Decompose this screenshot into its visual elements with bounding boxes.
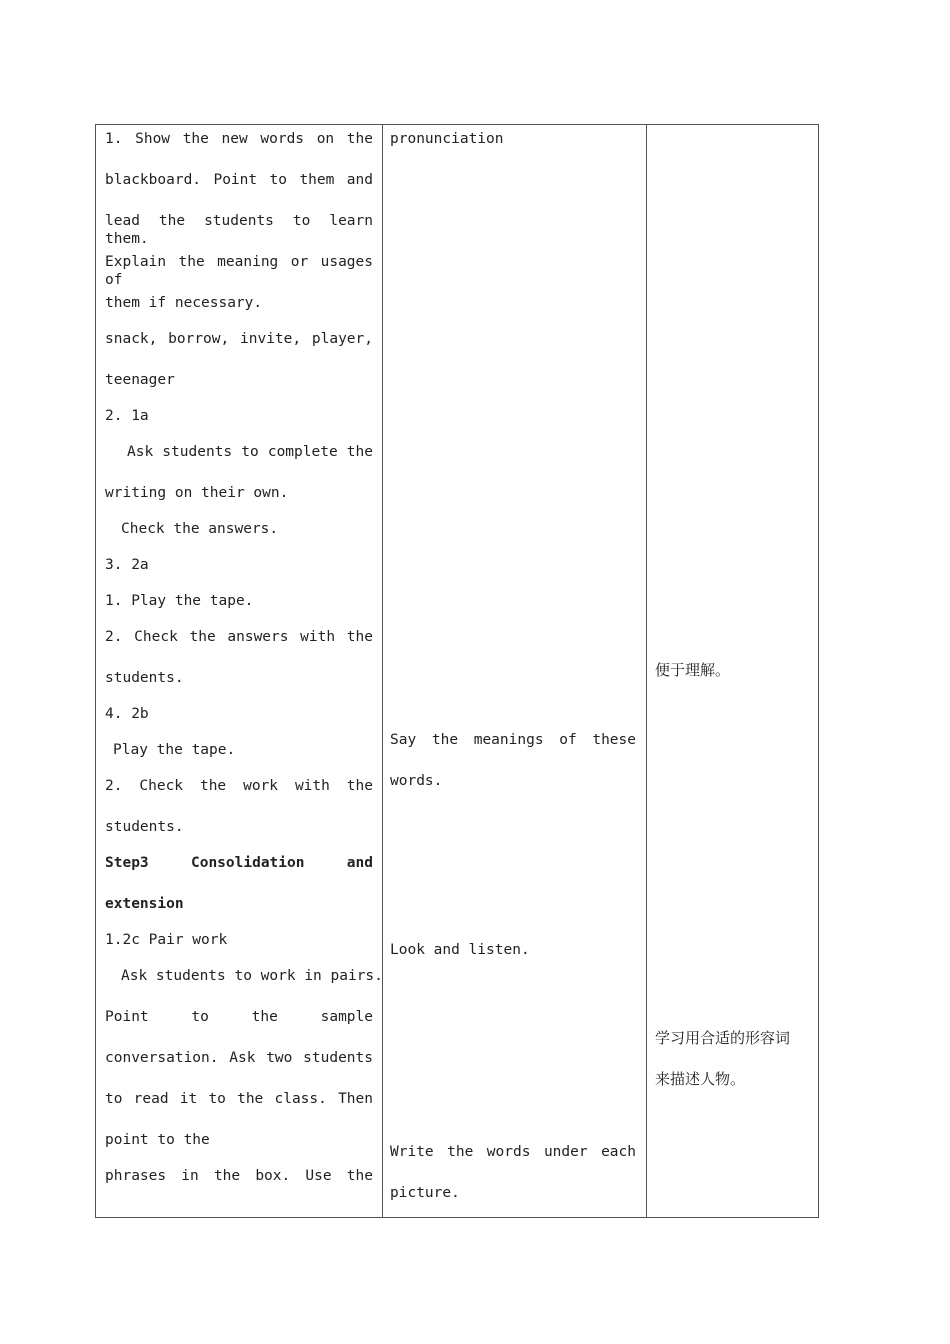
step-line: 2. Check the work with the <box>105 778 373 794</box>
student-activity-text: Say the meanings of these <box>390 732 636 748</box>
student-activity-text: picture. <box>390 1185 460 1201</box>
step-line: students. <box>105 670 184 686</box>
step-heading: 2. 1a <box>105 408 149 424</box>
step-line: to read it to the class. Then <box>105 1091 373 1107</box>
step-line: Explain the meaning or usages of <box>105 254 373 288</box>
step-line: point to the <box>105 1132 210 1148</box>
column-divider-1 <box>382 125 383 1217</box>
step-heading: 3. 2a <box>105 557 149 573</box>
section-heading: extension <box>105 896 184 912</box>
step-line: phrases in the box. Use the <box>105 1168 373 1184</box>
step-line: Play the tape. <box>113 742 236 758</box>
step-line: Check the answers. <box>121 521 279 537</box>
student-activity-text: Look and listen. <box>390 942 530 958</box>
design-note: 来描述人物。 <box>655 1070 746 1088</box>
vocabulary-line: teenager <box>105 372 175 388</box>
vocabulary-line: snack, borrow, invite, player, <box>105 331 373 347</box>
student-activity-text: words. <box>390 773 443 789</box>
step-line: Ask students to work in pairs. <box>121 968 383 984</box>
step-heading: 4. 2b <box>105 706 149 722</box>
step-line: blackboard. Point to them and <box>105 172 373 188</box>
step-line: conversation. Ask two students <box>105 1050 373 1066</box>
step-line: 2. Check the answers with the <box>105 629 373 645</box>
step-line: writing on their own. <box>105 485 289 501</box>
section-heading: Step3 Consolidation and <box>105 855 373 871</box>
step-line: lead the students to learn them. <box>105 213 373 247</box>
student-activity-text: pronunciation <box>390 131 504 147</box>
column-divider-2 <box>646 125 647 1217</box>
step-line: them if necessary. <box>105 295 263 311</box>
step-line: 1. Show the new words on the <box>105 131 373 147</box>
step-line: Point to the sample <box>105 1009 373 1025</box>
step-heading: 1.2c Pair work <box>105 932 228 948</box>
design-note: 学习用合适的形容词 <box>655 1029 791 1047</box>
step-line: 1. Play the tape. <box>105 593 254 609</box>
step-line: Ask students to complete the <box>127 444 373 460</box>
student-activity-text: Write the words under each <box>390 1144 636 1160</box>
step-line: students. <box>105 819 184 835</box>
design-note: 便于理解。 <box>655 661 731 679</box>
